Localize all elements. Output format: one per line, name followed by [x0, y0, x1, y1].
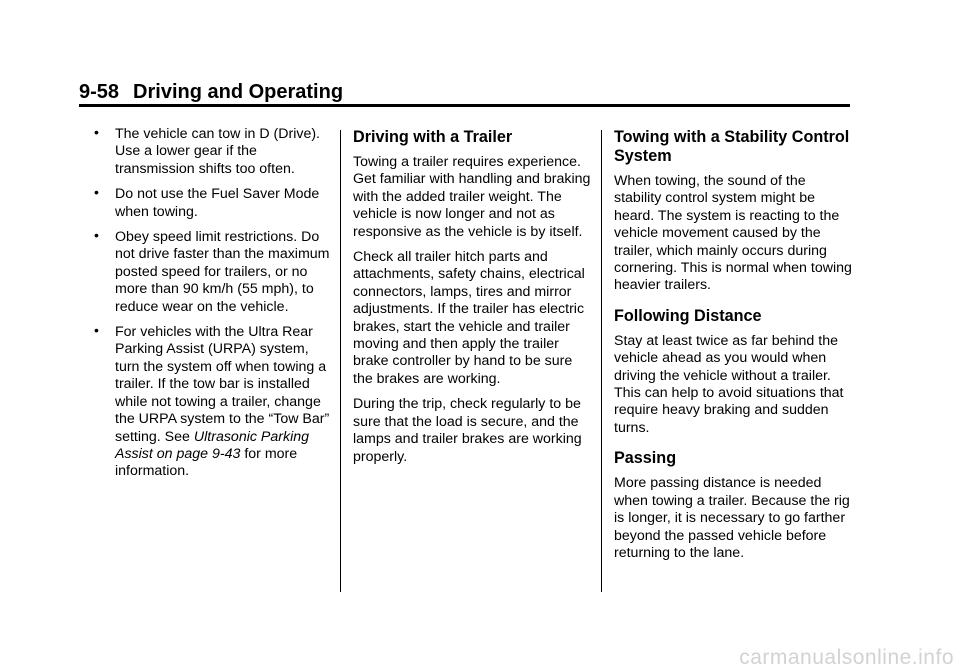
column-divider-left: [340, 130, 341, 592]
paragraph: Stay at least twice as far behind the vehicle ahead as you would when driving the vehicle without a trailer. This can help to avoid situations that require heavy braking and sudden turns.: [614, 332, 844, 436]
paragraph: Check all trailer hitch parts and attachments, safety chains, electrical connectors, lamps, tires and mirror adjustments. If the trailer has electric brakes, start the vehicle and trailer moving and then apply the trailer brake controller by hand to be sure the brakes are working.: [353, 249, 585, 387]
header-rule: [79, 104, 850, 107]
list-item: [94, 184, 334, 221]
list-item: [94, 124, 334, 178]
list-item-text-start: For vehicles with the Ultra Rear Parking Assist (URPA) system, turn the system off when towing a trailer. If the tow bar is installed while not towing a trailer, change the URPA system to the “Tow Bar” setting. See: [115, 324, 330, 445]
section-title: Driving and Operating: [133, 81, 344, 103]
bullet-icon: •: [94, 124, 99, 140]
list-item-text: Obey speed limit restrictions. Do not drive faster than the maximum posted speed for trailers, or no more than 90 km/h (55 mph), to reduce wear on the vehicle.: [115, 229, 330, 315]
page-header: [79, 80, 343, 104]
column-2: [353, 126, 593, 474]
towing-tips-list: [94, 124, 334, 481]
heading-driving-with-trailer: Driving with a Trailer: [353, 128, 513, 146]
bullet-icon: •: [94, 184, 99, 201]
column-divider-right: [601, 130, 602, 592]
watermark: carmanualsonline.info: [739, 646, 954, 669]
page-number: 9-58: [79, 81, 120, 103]
cross-reference-link[interactable]: Ultrasonic Parking Assist on page 9-43: [115, 428, 309, 462]
list-item-text: Do not use the Fuel Saver Mode when towing.: [115, 186, 320, 220]
heading-passing: Passing: [614, 449, 677, 468]
column-3: [614, 126, 854, 570]
bullet-icon: •: [94, 322, 99, 339]
paragraph: During the trip, check regularly to be sure that the load is secure, and the lamps and trailer brakes are working properly.: [353, 396, 582, 465]
list-item: [94, 322, 334, 481]
bullet-icon: •: [94, 227, 99, 244]
list-item-text-end: for more information.: [115, 445, 298, 480]
column-1: [94, 124, 334, 489]
heading-following-distance: Following Distance: [614, 306, 762, 325]
heading-stability-control: Towing with a Stability Control System: [614, 128, 850, 165]
list-item: [94, 227, 334, 316]
paragraph: When towing, the sound of the stability control system might be heard. The system is reacting to the vehicle movement caused by the trailer, which mainly occurs during cornering. This is normal when towing heavier trailers.: [614, 173, 852, 294]
paragraph: Towing a trailer requires experience. Get familiar with handling and braking with the added trailer weight. The vehicle is now longer and not as responsive as the vehicle is by itself.: [353, 154, 591, 240]
list-item-text: The vehicle can tow in D (Drive). Use a lower gear if the transmission shifts too often.: [115, 126, 320, 177]
paragraph: More passing distance is needed when towing a trailer. Because the rig is longer, it is necessary to go farther beyond the passed vehicle before returning to the lane.: [614, 475, 850, 561]
list-item-text: [115, 324, 334, 481]
